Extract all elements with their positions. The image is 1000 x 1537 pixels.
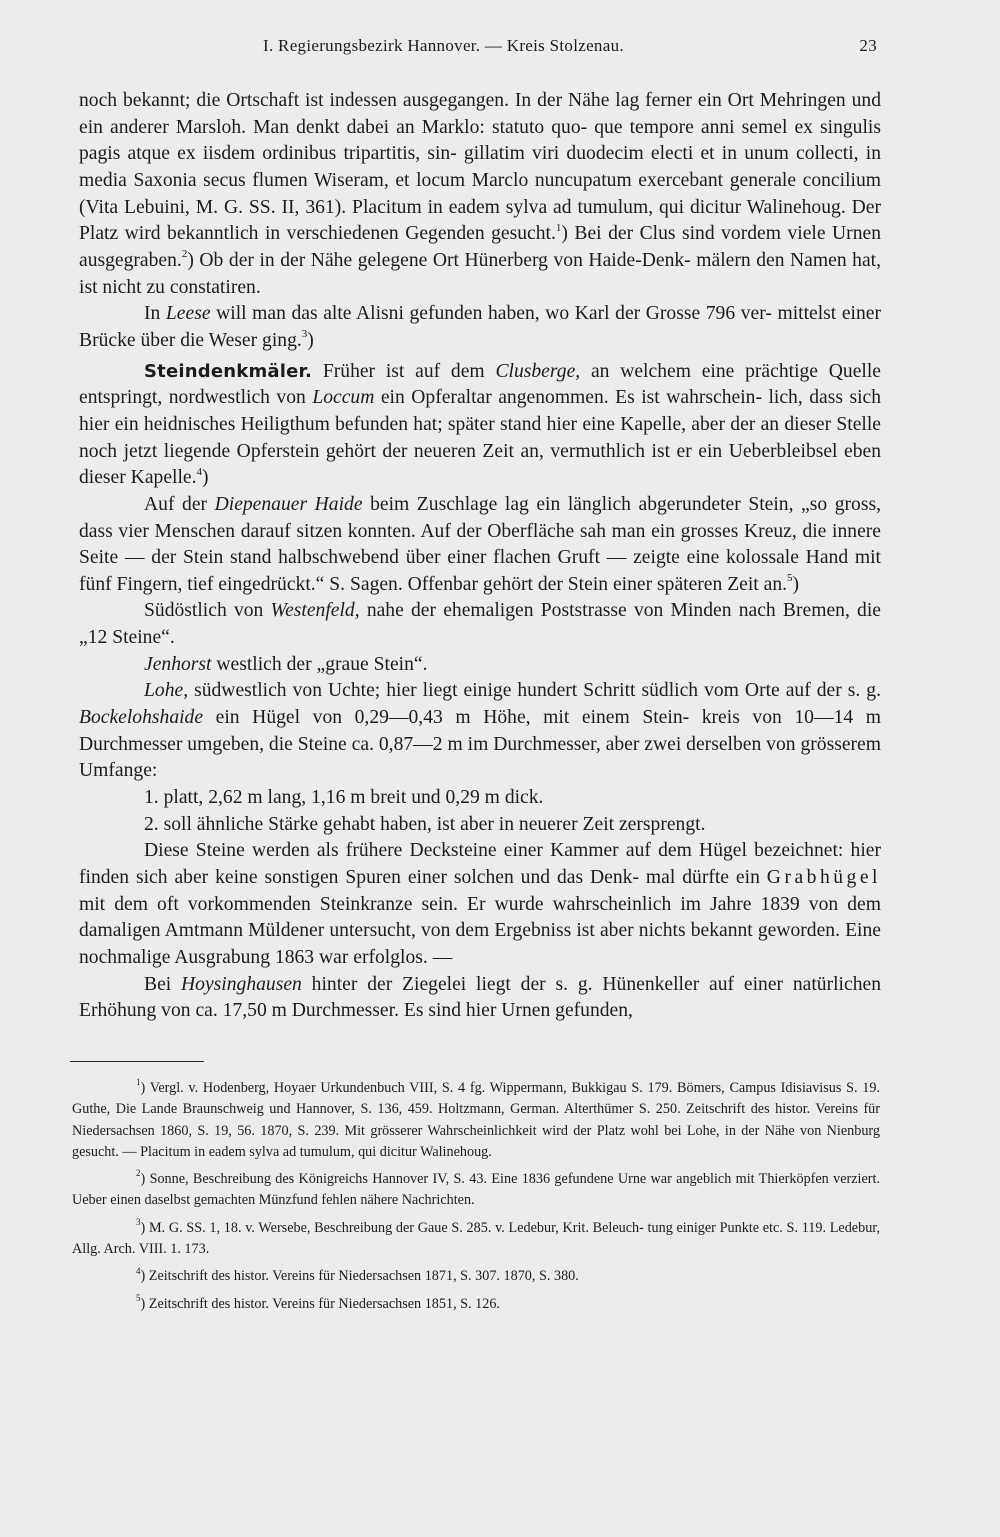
place-name: Loccum bbox=[312, 387, 375, 409]
text-run: an welchem eine prächtige Quelle entspringt, nordwestlich von bbox=[79, 360, 882, 409]
text-run: beim Zuschlage lag ein länglich abgerundeter Stein, „so gross, dass vier Menschen darauf sitzen konnten. Auf der Oberfläche sah man ein grosses Kreuz, die innere Seite — der Stein stand halbschwebend über einer flachen Gruft — zeigte eine kolossale Hand mit fünf Fingern, tief eingedrückt.“ S. Sagen. Offenbar gehört der Stein einer späteren Zeit an. bbox=[79, 493, 881, 595]
footnote-mark: 5 bbox=[136, 1292, 141, 1303]
text-run: noch bekannt; die Ortschaft ist indessen ausgegangen. In der Nähe lag ferner ein Ort Mehringen und ein anderer Marsloh. Man denkt dabei an Marklo: statuto quo- que tempore anni semel ex singulis pagis atque ex iisdem ordinibus tripartitis, sin- gillatim viri duodecim electi et in unum collecti, in media Saxonia secus flumen Wiseram, et locum Marclo nuncupatum exercebant generale concilium (Vita Lebuini, M. G. SS. II, 361). Placitum in eadem sylva ad tumulum, qui dicitur Walinehoug. Der Platz wird bekanntlich in verschiedenen Gegenden gesucht. bbox=[79, 90, 881, 245]
paragraph bbox=[79, 678, 881, 785]
footnote-ref: 2 bbox=[181, 248, 188, 261]
text-run: ein Hügel von 0,29—0,43 m Höhe, mit einem Stein- kreis von 10—14 m Durchmesser umgeben, die Steine ca. 0,87—2 m im Durchmesser, aber zwei derselben von grösserem Umfange: bbox=[79, 707, 881, 782]
paragraph bbox=[79, 492, 881, 599]
footnote bbox=[72, 1218, 880, 1261]
footnote-text: ) Zeitschrift des histor. Vereins für Niedersachsen 1851, S. 126. bbox=[140, 1295, 500, 1312]
place-name: Jenhorst bbox=[144, 653, 212, 675]
footnote-text: ) Vergl. v. Hodenberg, Hoyaer Urkundenbuch VIII, S. 4 fg. Wippermann, Bukkigau S. 179. Bömers, Campus Idisiavisus S. 19. Guthe, Die Lande Braunschweig und Hannover, S. 136, 459. Holtzmann, German. Alterthümer S. 250. Zeitschrift des histor. Vereins für Niedersachsen 1860, S. 19, 56. 1870, S. 239. Mit grösserer Wahrscheinlichkeit wird der Platz wohl bei Lohe, in der Nähe von Nienburg gesucht. — Placitum in eadem sylva ad tumulum, qui dicitur Walinehoug. bbox=[72, 1080, 880, 1160]
paragraph bbox=[79, 359, 881, 492]
page-number: 23 bbox=[859, 36, 877, 55]
list-item: 1. platt, 2,62 m lang, 1,16 m breit und 0,29 m dick. bbox=[144, 787, 544, 809]
text-run: Auf der bbox=[144, 493, 215, 515]
footnote-ref: 4 bbox=[196, 465, 203, 478]
place-name: Westenfeld, bbox=[270, 600, 360, 622]
footnote-mark: 1 bbox=[136, 1077, 141, 1088]
text-run: ) bbox=[792, 573, 800, 595]
footnote-rule bbox=[70, 1061, 204, 1062]
footnote-ref: 1 bbox=[555, 221, 562, 234]
text-run: ein Opferaltar angenommen. Es ist wahrschein- lich, dass sich hier ein heidnisches Heiligthum befunden hat; später stand hier eine Kapelle, aber der an dieser Stelle noch jetzt liegende Opferstein gehört der neueren Zeit an, vermuthlich ist er ein Ueberbleibsel eben dieser Kapelle. bbox=[79, 387, 882, 489]
running-head-title: I. Regierungsbezirk Hannover. — Kreis Stolzenau. bbox=[263, 36, 624, 55]
paragraph bbox=[79, 838, 881, 971]
footnote bbox=[72, 1078, 880, 1163]
paragraph bbox=[79, 972, 881, 1025]
place-name: Bockelohshaide bbox=[79, 707, 204, 729]
paragraph bbox=[79, 598, 881, 651]
text-run: Bei bbox=[144, 973, 182, 995]
footnote bbox=[72, 1169, 880, 1212]
text-run: ) Ob der in der Nähe gelegene Ort Hünerberg von Haide-Denk- mälern den Namen hat, ist nicht zu constatiren. bbox=[79, 249, 881, 298]
footnote bbox=[72, 1294, 880, 1315]
text-run: ) Bei der Clus sind vordem viele Urnen ausgegraben. bbox=[79, 223, 881, 271]
text-run: ) bbox=[307, 329, 314, 351]
text-run: mit dem oft vorkommenden Steinkranze sein. Er wurde wahrscheinlich im Jahre 1839 von dem damaligen Amtmann Müldener untersucht, von dem Ergebniss ist aber nichts bekannt geworden. Eine nochmalige Ausgrabung 1863 war erfolglos. — bbox=[79, 893, 881, 968]
footnote-text: ) M. G. SS. 1, 18. v. Wersebe, Beschreibung der Gaue S. 285. v. Ledebur, Krit. Beleuch- tung einiger Punkte etc. S. 119. Ledebur, Allg. Arch. VIII. 1. 173. bbox=[72, 1219, 880, 1258]
place-name: Leese bbox=[165, 303, 211, 325]
text-run: nahe der ehemaligen Poststrasse von Minden nach Bremen, die „12 Steine“. bbox=[79, 600, 881, 649]
text-run: ) bbox=[202, 467, 209, 489]
body-text bbox=[79, 88, 881, 1025]
text-run: Früher ist auf dem bbox=[312, 360, 496, 382]
text-run: hinter der Ziegelei liegt der s. g. Hünenkeller auf einer natürlichen Erhöhung von ca. 17,50 m Durchmesser. Es sind hier Urnen gefunden, bbox=[79, 973, 881, 1022]
footnote-mark: 4 bbox=[136, 1265, 141, 1276]
text-run: In bbox=[144, 303, 166, 325]
text-run: Diese Steine werden als frühere Decksteine einer Kammer auf dem Hügel bezeichnet: hier finden sich aber keine sonstigen Spuren einer solchen und das Denk- mal dürfte ein bbox=[79, 840, 881, 889]
footnote bbox=[72, 1266, 880, 1287]
footnote-mark: 3 bbox=[136, 1217, 141, 1228]
paragraph bbox=[79, 301, 881, 354]
list-item: 2. soll ähnliche Stärke gehabt haben, ist aber in neuerer Zeit zersprengt. bbox=[144, 813, 706, 835]
spaced-term: Grabhügel bbox=[766, 867, 881, 889]
paragraph bbox=[79, 88, 881, 301]
footnote-text: ) Zeitschrift des histor. Vereins für Niedersachsen 1871, S. 307. 1870, S. 380. bbox=[140, 1268, 579, 1285]
footnotes bbox=[72, 1078, 880, 1321]
text-run: westlich der „graue Stein“. bbox=[211, 653, 428, 675]
text-run: will man das alte Alisni gefunden haben, wo Karl der Grosse 796 ver- mittelst einer Brücke über die Weser ging. bbox=[79, 303, 881, 351]
text-run: südwestlich von Uchte; hier liegt einige hundert Schritt südlich vom Orte auf der s. g. bbox=[188, 680, 881, 702]
paragraph bbox=[79, 652, 881, 679]
section-heading: Steindenkmäler. bbox=[144, 360, 313, 382]
footnote-mark: 2 bbox=[136, 1168, 141, 1179]
footnote-ref: 5 bbox=[787, 572, 793, 585]
place-name: Lohe, bbox=[144, 680, 189, 702]
place-name: Hoysinghausen bbox=[181, 973, 302, 995]
place-name: Clusberge, bbox=[495, 360, 581, 382]
text-run: Südöstlich von bbox=[144, 600, 271, 622]
place-name: Diepenauer Haide bbox=[214, 493, 363, 515]
footnote-text: ) Sonne, Beschreibung des Königreichs Hannover IV, S. 43. Eine 1836 gefundene Urne war angeblich mit Thierköpfen verziert. Ueber einen daselbst gemachten Münzfund fehlen nähere Nachrichten. bbox=[72, 1171, 880, 1209]
footnote-ref: 3 bbox=[301, 328, 308, 341]
